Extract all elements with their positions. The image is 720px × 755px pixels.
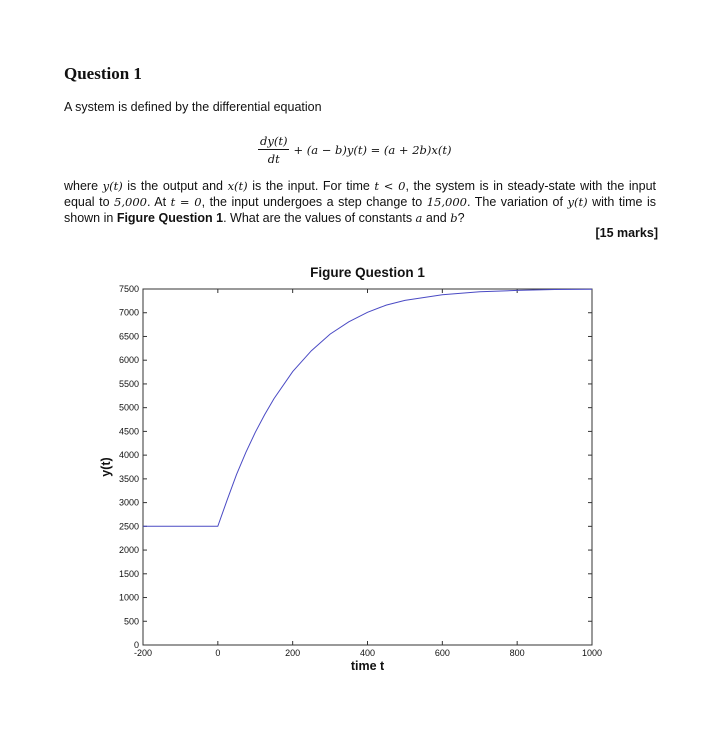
x-tick-label: 800 bbox=[509, 648, 525, 658]
body-text-run: . The variation of bbox=[466, 195, 568, 209]
y-tick-label: 3500 bbox=[118, 473, 139, 484]
inline-math: y(t) bbox=[102, 179, 123, 193]
y-axis-label: y(t) bbox=[99, 457, 113, 477]
chart-title: Figure Question 1 bbox=[310, 265, 425, 280]
axis-ticks bbox=[119, 284, 602, 658]
body-text-run: with time is shown in bbox=[64, 195, 657, 225]
body-text-run: ? bbox=[457, 211, 465, 225]
y-tick-label: 6000 bbox=[118, 355, 139, 366]
body-text-run: is the output and bbox=[122, 179, 228, 193]
question-title: Question 1 bbox=[64, 64, 142, 83]
x-tick-label: 400 bbox=[359, 648, 376, 658]
x-tick-label: -200 bbox=[133, 648, 153, 658]
inline-math: a bbox=[415, 211, 423, 225]
body-text-run: is the input. For time bbox=[247, 179, 375, 193]
inline-math: b bbox=[450, 211, 458, 225]
inline-math: 15,000 bbox=[426, 195, 467, 209]
y-tick-label: 6500 bbox=[118, 331, 139, 342]
y-tick-label: 4000 bbox=[118, 450, 139, 461]
question-intro: A system is defined by the differential equation bbox=[64, 100, 322, 114]
body-text-run: . What are the values of constants bbox=[223, 211, 416, 225]
fraction-denominator: dt bbox=[267, 152, 280, 166]
x-axis-label: time t bbox=[350, 659, 385, 673]
series-line-y bbox=[143, 289, 592, 526]
x-tick-label: 600 bbox=[434, 648, 450, 658]
inline-math: x(t) bbox=[227, 179, 248, 193]
y-tick-label: 3000 bbox=[118, 497, 139, 508]
body-text-run: . At bbox=[146, 195, 171, 209]
body-text-run: where bbox=[64, 179, 103, 193]
y-tick-label: 7500 bbox=[118, 284, 139, 294]
plot-frame bbox=[143, 289, 592, 645]
figure-reference: Figure Question 1 bbox=[116, 211, 224, 225]
y-tick-label: 0 bbox=[133, 640, 139, 650]
y-tick-label: 4500 bbox=[118, 426, 139, 437]
x-tick-label: 200 bbox=[285, 648, 301, 658]
y-tick-label: 7000 bbox=[118, 307, 139, 318]
x-tick-label: 1000 bbox=[581, 648, 603, 658]
equation-rest: + (a − b)y(t) = (a + 2b)x(t) bbox=[293, 143, 452, 157]
inline-math: 5,000 bbox=[114, 195, 147, 209]
y-tick-label: 1000 bbox=[118, 592, 139, 603]
y-tick-label: 500 bbox=[123, 616, 139, 627]
inline-math: y(t) bbox=[567, 195, 588, 209]
inline-math: t < 0 bbox=[374, 179, 406, 193]
x-tick-label: 0 bbox=[215, 648, 221, 658]
fraction-numerator: dy(t) bbox=[260, 134, 288, 148]
marks-label: [15 marks] bbox=[595, 226, 658, 240]
y-tick-label: 2000 bbox=[118, 545, 139, 556]
y-tick-label: 1500 bbox=[118, 568, 139, 579]
body-text-run: and bbox=[422, 211, 451, 225]
body-text-run: , the system is in steady-state with the input equal to bbox=[64, 179, 657, 209]
y-tick-label: 5000 bbox=[118, 402, 139, 413]
y-tick-label: 2500 bbox=[118, 521, 139, 532]
body-text-run: , the input undergoes a step change to bbox=[201, 195, 427, 209]
inline-math: t = 0 bbox=[170, 195, 202, 209]
y-tick-label: 5500 bbox=[118, 378, 139, 389]
